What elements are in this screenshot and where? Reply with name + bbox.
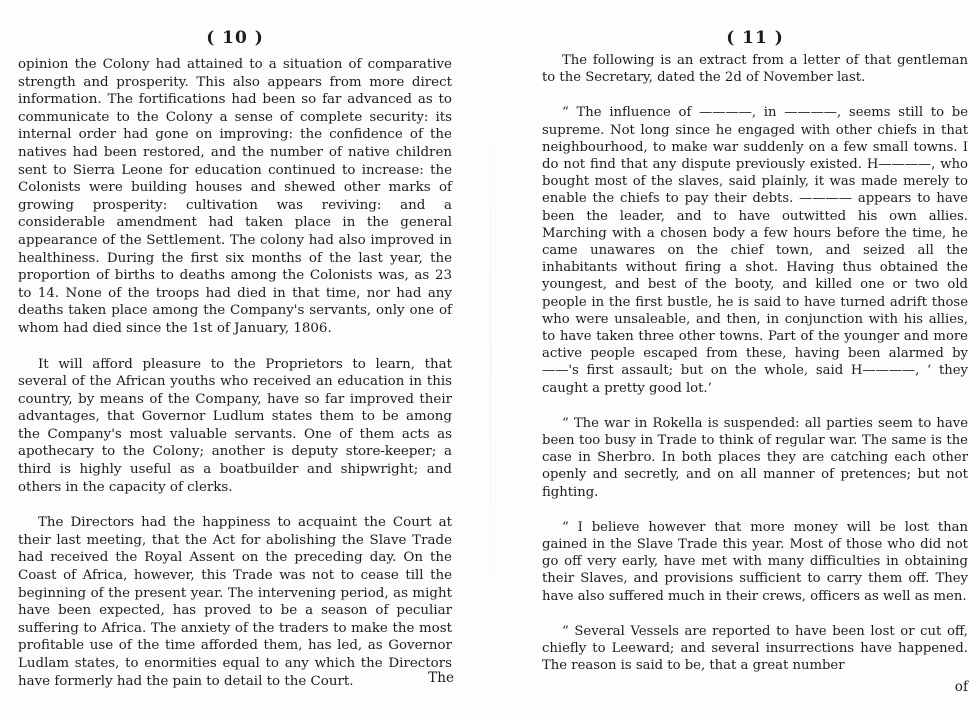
left-paragraph-2: It will afford pleasure to the Proprietors to learn, that several of the African youths who received an education in this country, by means of the Company, have so far improved their advantages, that Governor Ludlum states them to be among the Company's most valuable servants. One of them acts as apothecary to the Colony; another is deputy store-keeper; a third is highly useful as a boatbuilder and shipwright; and others in the capacity of clerks. (18, 356, 452, 495)
left-paragraph-3: The Directors had the happiness to acquaint the Court at their last meeting, that the Act for abolishing the Slave Trade had received the Royal Assent on the preceding day. On the Coast of Africa, however, this Trade was not to cease till the beginning of the present year. The intervening period, as might have been expected, has proved to be a season of peculiar suffering to Africa. The anxiety of the traders to make the most profitable use of the time afforded them, has led, as Governor Ludlam states, to enormities equal to any which the Directors have formerly had the pain to detail to the Court. (18, 515, 452, 689)
right-paragraph-3: “ The war in Rokella is suspended: all parties seem to have been too busy in Trade to think of regular war. The same is the case in Sherbro. In both places they are catching each other openly and secretly, and on all manner of pretences; but not fighting. (542, 415, 968, 500)
page-gutter (490, 0, 491, 714)
left-catchword: The (428, 670, 454, 686)
right-paragraph-1: The following is an extract from a letter of that gentleman to the Secretary, dated the 2d of November last. (542, 53, 968, 86)
right-paragraph-2: “ The influence of ————, in ————, seems still to be supreme. Not long since he engaged with other chiefs in that neighbourhood, to make war suddenly on a few small towns. I do not find that any dispute previously existed. H————, who bought most of the slaves, said plainly, it was made merely to enable the chiefs to pay their debts. ———— appears to have been the leader, and to have outwitted his own allies. Marching with a chosen body a few hours before the time, he came unawares on the chief town, and seized all the inhabitants without firing a shot. Having thus obtained the youngest, and best of the booty, and killed one or two old people in the first bustle, he is said to have turned adrift those who were unsaleable, and then, in conjunction with his allies, to have taken three other towns. Part of the younger and more active people escaped from these, having been alarmed by ——'s first assault; but on the whole, said H————, ‘ they caught a pretty good lot.’ (542, 105, 968, 396)
right-page-number: ( 11 ) (726, 28, 784, 48)
left-page (18, 0, 452, 714)
left-page-number: ( 10 ) (206, 28, 264, 48)
right-page-body (542, 52, 968, 695)
right-catchword: of (954, 678, 968, 695)
right-paragraph-5: “ Several Vessels are reported to have been lost or cut off, chiefly to Leeward; and several insurrections have happened. The reason is said to be, that a great number (542, 623, 968, 674)
right-paragraph-4: “ I believe however that more money will be lost than gained in the Slave Trade this year. Most of those who did not go off very early, have met with many difficulties in obtaining their Slaves, and provisions sufficient to carry them off. They have also suffered much in their crews, officers as well as men. (542, 519, 968, 604)
right-page (542, 0, 968, 714)
left-page-body (18, 56, 452, 690)
left-paragraph-1: opinion the Colony had attained to a situation of comparative strength and prosperity. This also appears from more direct information. The fortifications had been so far advanced as to communicate to the Colony a sense of complete security: its internal order had gone on improving: the confidence of the natives had been restored, and the number of native children sent to Sierra Leone for education continued to increase: the Colonists were building houses and shewed other marks of growing prosperity: cultivation was reviving: and a considerable amendment had taken place in the general appearance of the Settlement. The colony had also improved in healthiness. During the first six months of the last year, the proportion of births to deaths among the Colonists was, as 23 to 14. None of the troops had died in that time, nor had any deaths taken place among the Company's servants, only one of whom had died since the 1st of January, 1806. (18, 57, 452, 336)
